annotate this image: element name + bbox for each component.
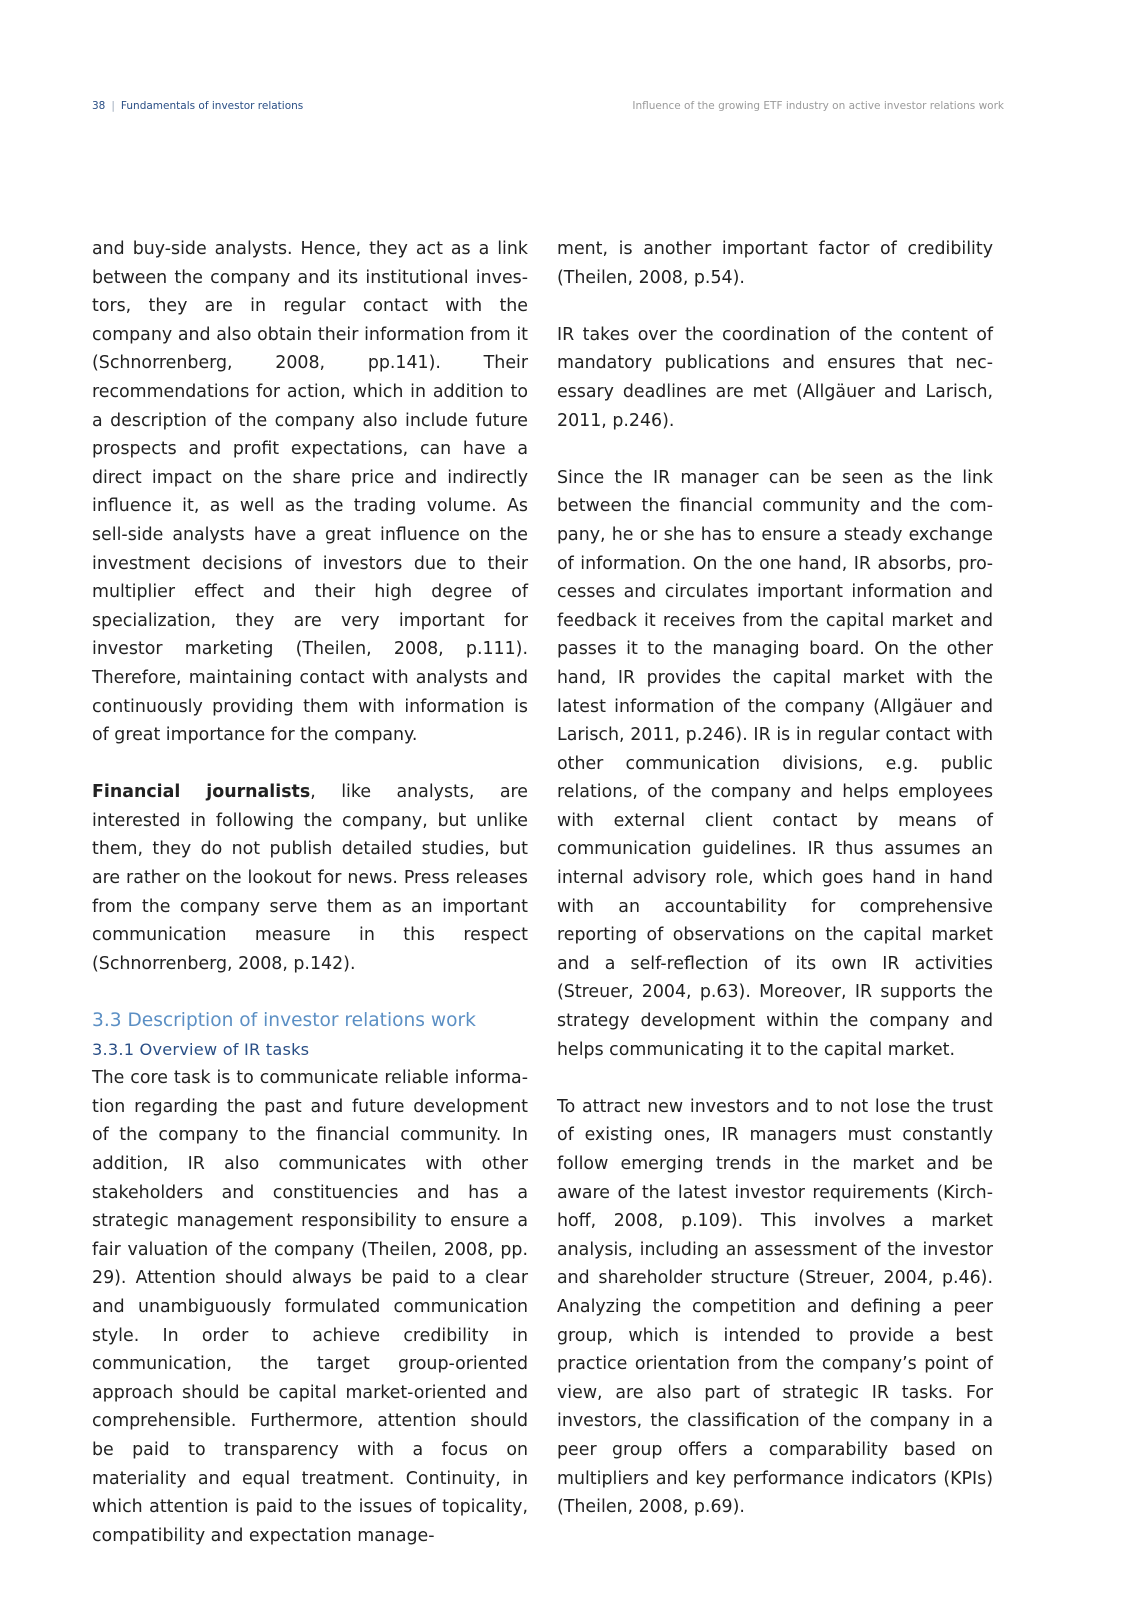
running-header <box>92 98 1004 114</box>
body-paragraph: ment, is another important factor of credibility (Theilen, 2008, p.54). <box>557 239 993 288</box>
subsection-heading: 3.3.1 Overview of IR tasks <box>92 1039 310 1059</box>
body-text: , like analysts, are interested in following the company, but unlike them, they do not publish detailed studies, but are rather on the lookout for news. Press releases from the company serve them as an important communication measure in this respect (Schnorrenberg, 2008, p.142). <box>92 782 528 974</box>
term-financial-journalists: Financial journalists <box>92 782 311 803</box>
body-paragraph: The core task is to communicate reliable information regarding the past and future development of the company to the financial community. In addition, IR also communicates with other stakeholders and constituencies and has a strategic management responsibility to ensure a fair valuation of the company (Theilen, 2008, pp. 29). Attention should always be paid to a clear and unambiguously formulated communication style. In order to achieve credibility in communication, the target group-oriented approach should be capital market-oriented and comprehensible. Furthermore, attention should be paid to transparency with a focus on materiality and equal treatment. Continuity, in which attention is paid to the issues of topicality, compatibility and expectation manage- <box>92 1068 528 1546</box>
chapter-title: Fundamentals of investor relations <box>120 100 304 112</box>
left-column <box>92 235 528 1550</box>
document-title: Influence of the growing ETF industry on active investor relations work <box>632 100 1004 112</box>
page-number: 38 <box>92 100 106 112</box>
body-paragraph: IR takes over the coordination of the content of mandatory publications and ensures that necessary deadlines are met (Allgäuer and Larisch, 2011, p.246). <box>557 324 993 431</box>
body-paragraph: To attract new investors and to not lose the trust of existing ones, IR managers must constantly follow emerging trends in the market and be aware of the latest investor requirements (Kirchhoff, 2008, p.109). This involves a market analysis, including an assessment of the investor and shareholder structure (Streuer, 2004, p.46). Analyzing the competition and defining a peer group, which is intended to provide a best practice orientation from the company’s point of view, are also part of strategic IR tasks. For investors, the classification of the company in a peer group offers a comparability based on multipliers and key performance indicators (KPIs) (Theilen, 2008, p.69). <box>557 1096 993 1518</box>
body-paragraph: Since the IR manager can be seen as the link between the financial community and the company, he or she has to ensure a steady exchange of information. On the one hand, IR absorbs, processes and circulates important information and feedback it receives from the capital market and passes it to the managing board. On the other hand, IR provides the capital market with the latest information of the company (Allgäuer and Larisch, 2011, p.246). IR is in regular contact with other communication divisions, e.g. public relations, of the company and helps employees with external client contact by means of communication guidelines. IR thus assumes an internal advisory role, which goes hand in hand with an accountability for comprehensive reporting of observations on the capital market and a self-reflection of its own IR activities (Streuer, 2004, p.63). Moreover, IR supports the strategy development within the company and helps communicating it to the capital market. <box>557 467 993 1060</box>
section-heading: 3.3 Description of investor relations work <box>92 1010 476 1032</box>
right-column <box>557 235 993 1522</box>
body-paragraph: and buy-side analysts. Hence, they act as a link between the company and its institutional investors, they are in regular contact with the company and also obtain their information from it (Schnorrenberg, 2008, pp.141). Their recommendations for action, which in addition to a description of the company also include future prospects and profit expectations, can have a direct impact on the share price and indirectly influence it, as well as the trading volume. As sell-side analysts have a great influence on the investment decisions of investors due to their multiplier effect and their high degree of specialization, they are very important for investor marketing (Theilen, 2008, p.111). Therefore, maintaining contact with analysts and continuously providing them with information is of great importance for the company. <box>92 239 528 746</box>
header-left <box>92 98 303 114</box>
header-separator: | <box>111 100 115 112</box>
body-paragraph <box>92 778 528 978</box>
